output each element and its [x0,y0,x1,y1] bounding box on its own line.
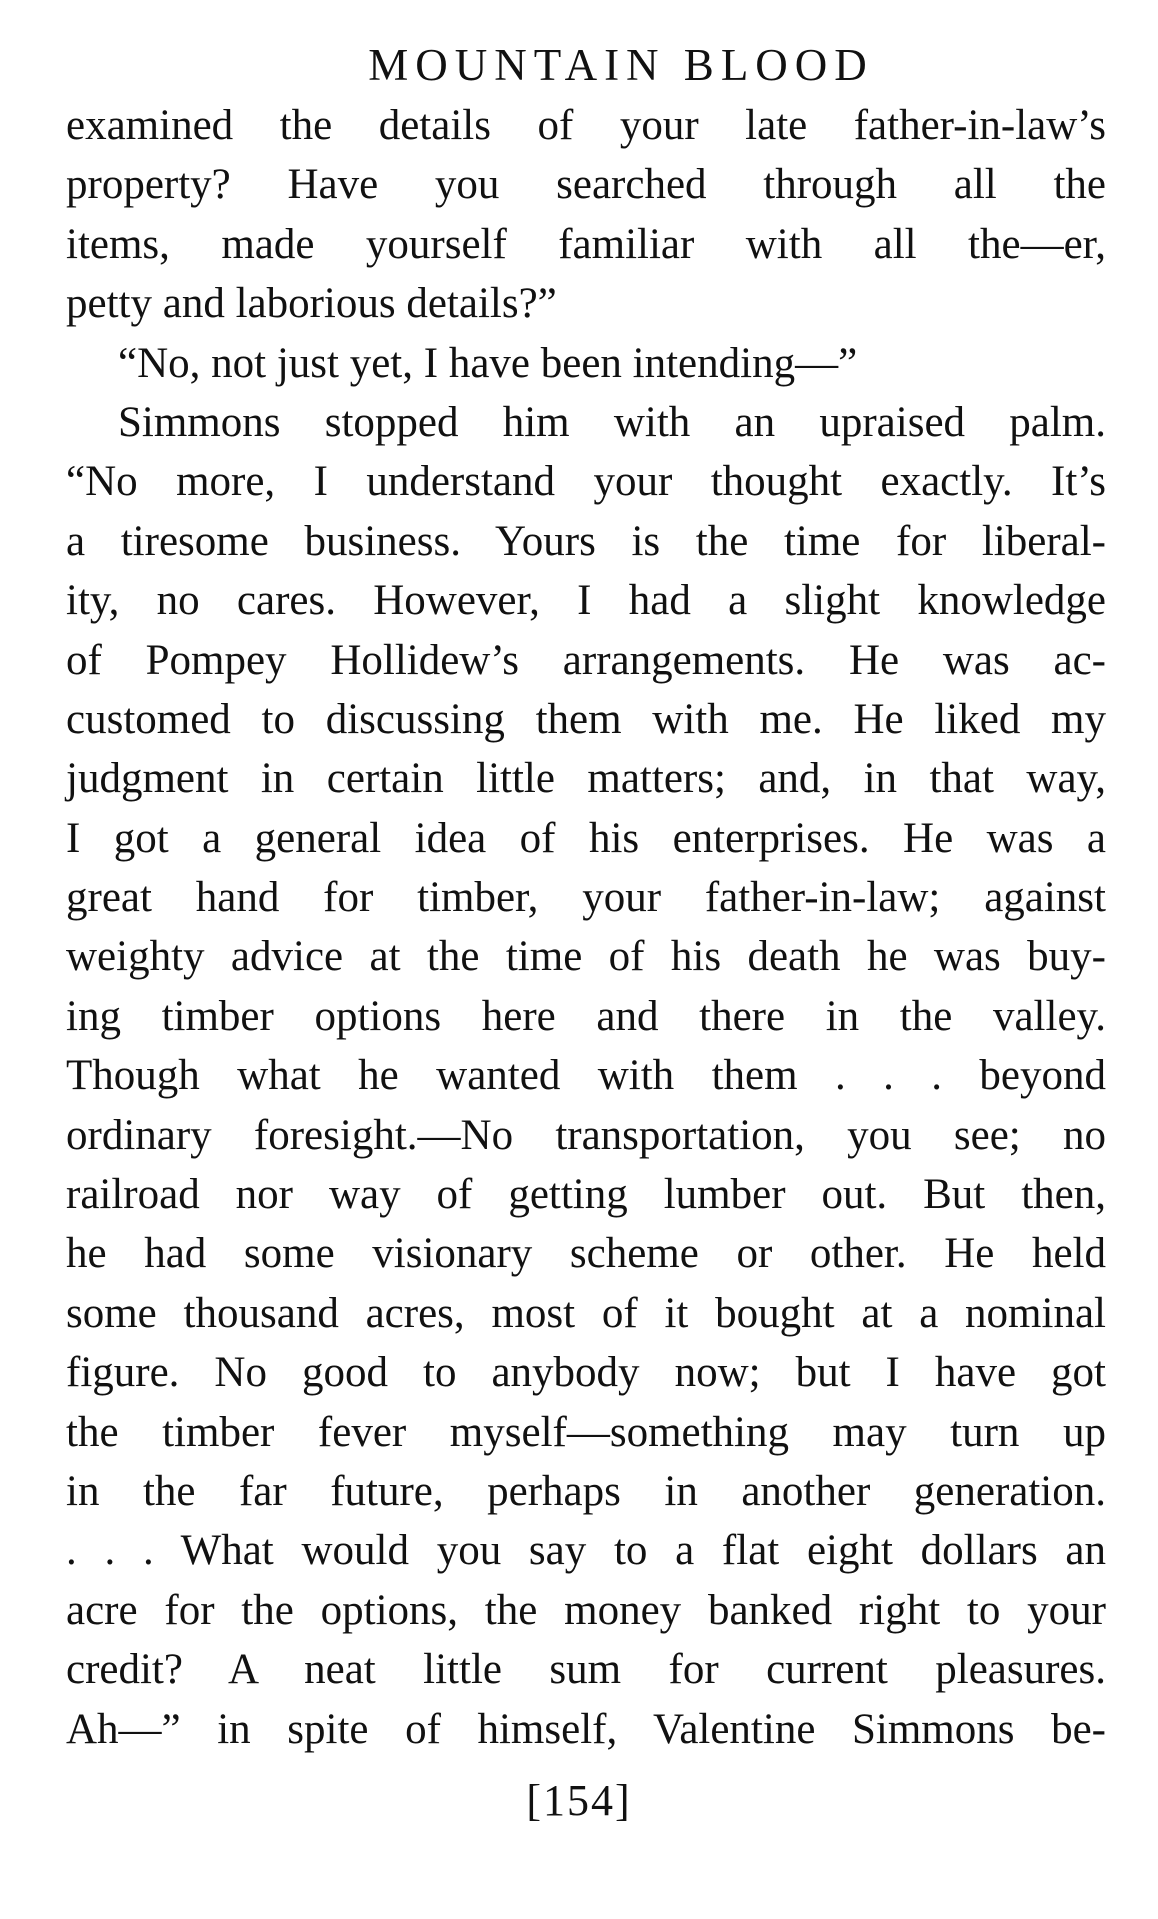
text-line: in the far future, perhaps in another generation. [66,1467,1106,1515]
text-line: weighty advice at the time of his death he was buy- [66,933,1106,981]
text-line: of Pompey Hollidew’s arrangements. He was ac- [66,636,1106,684]
text-line: “No more, I understand your thought exactly. It’s [66,458,1106,506]
text-line: ing timber options here and there in the valley. [66,992,1106,1040]
text-line: petty and laborious details?” [66,280,557,328]
text-line: acre for the options, the money banked right to your [66,1586,1106,1634]
text-line: great hand for timber, your father-in-law; against [66,874,1106,922]
text-line: ordinary foresight.—No transportation, you see; no [66,1111,1106,1159]
body-text [66,96,1106,1759]
text-line: I got a general idea of his enterprises. He was a [66,814,1106,862]
running-title: MOUNTAIN BLOOD [368,40,874,90]
text-line: Ah—” in spite of himself, Valentine Simmons be- [66,1705,1106,1753]
text-line: Simmons stopped him with an upraised palm. [118,398,1106,446]
text-line: he had some visionary scheme or other. He held [66,1230,1106,1278]
text-line: examined the details of your late father-in-law’s [66,102,1106,149]
text-line: figure. No good to anybody now; but I have got [66,1349,1106,1397]
text-line: “No, not just yet, I have been intending—” [118,339,858,387]
page-number: [154] [526,1776,632,1825]
text-line: customed to discussing them with me. He liked my [66,695,1106,743]
text-line: . . . What would you say to a flat eight dollars an [66,1527,1106,1575]
text-line: the timber fever myself—something may turn up [66,1408,1106,1456]
text-line: items, made yourself familiar with all the—er, [66,220,1106,268]
text-line: Though what he wanted with them . . . beyond [66,1052,1106,1100]
text-line: property? Have you searched through all the [66,161,1106,209]
text-line: judgment in certain little matters; and, in that way, [66,755,1106,803]
text-line: a tiresome business. Yours is the time for liberal- [66,517,1106,565]
text-line: railroad nor way of getting lumber out. But then, [66,1171,1106,1219]
text-line: credit? A neat little sum for current pleasures. [66,1646,1106,1694]
text-line: some thousand acres, most of it bought at a nominal [66,1289,1106,1337]
book-page [66,38,1106,1759]
text-line: ity, no cares. However, I had a slight knowledge [66,577,1106,625]
